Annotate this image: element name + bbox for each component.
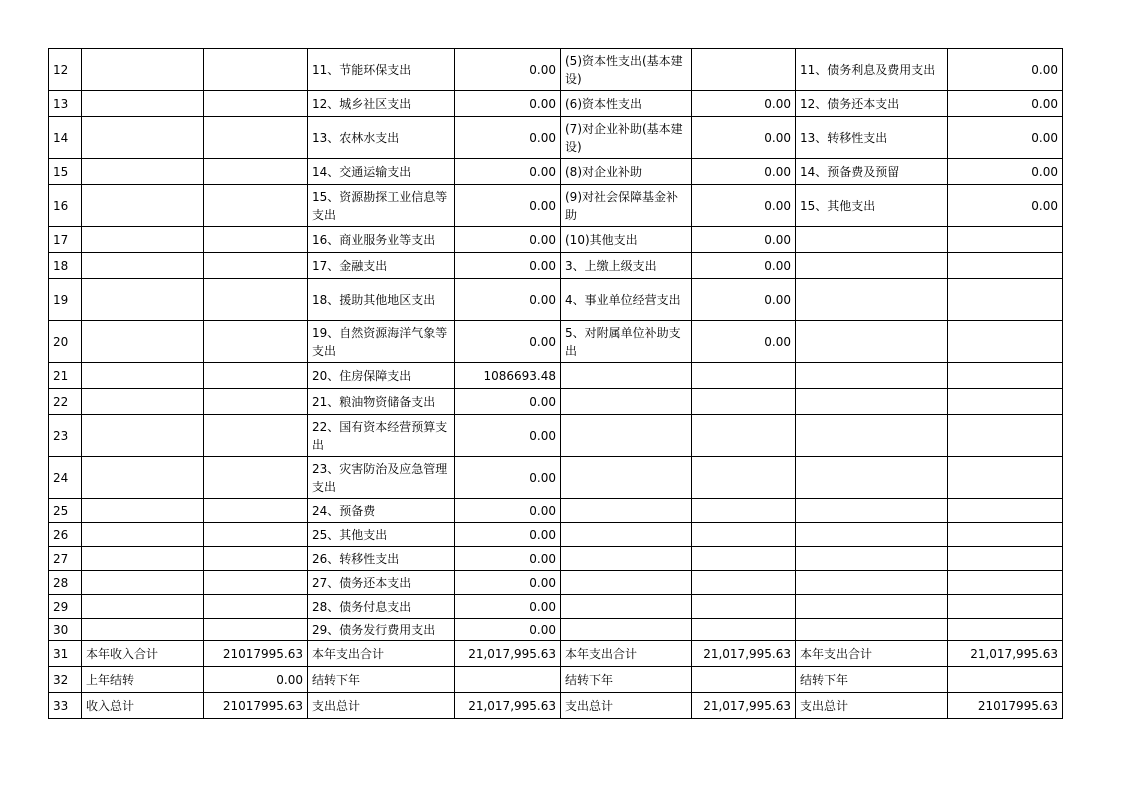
gov-expense-amount <box>948 321 1063 363</box>
func-expense-item: 21、粮油物资储备支出 <box>308 389 455 415</box>
income-item <box>82 363 204 389</box>
func-expense-amount: 0.00 <box>455 595 561 619</box>
func-expense-item: 本年支出合计 <box>308 641 455 667</box>
gov-expense-amount <box>948 619 1063 641</box>
gov-expense-item: 支出总计 <box>796 693 948 719</box>
income-amount <box>204 619 308 641</box>
func-expense-amount: 0.00 <box>455 91 561 117</box>
econ-expense-amount: 0.00 <box>692 227 796 253</box>
econ-expense-amount <box>692 49 796 91</box>
row-index: 29 <box>49 595 82 619</box>
row-index: 30 <box>49 619 82 641</box>
income-amount: 21017995.63 <box>204 693 308 719</box>
row-index: 33 <box>49 693 82 719</box>
table-row <box>49 571 1063 595</box>
econ-expense-item: (9)对社会保障基金补助 <box>561 185 692 227</box>
func-expense-amount: 0.00 <box>455 253 561 279</box>
income-item <box>82 159 204 185</box>
func-expense-amount: 0.00 <box>455 499 561 523</box>
gov-expense-item <box>796 595 948 619</box>
func-expense-amount: 0.00 <box>455 547 561 571</box>
gov-expense-item <box>796 279 948 321</box>
income-amount <box>204 523 308 547</box>
table-row <box>49 321 1063 363</box>
table-row <box>49 619 1063 641</box>
econ-expense-item <box>561 389 692 415</box>
row-index: 14 <box>49 117 82 159</box>
func-expense-item: 23、灾害防治及应急管理支出 <box>308 457 455 499</box>
gov-expense-item <box>796 523 948 547</box>
row-index: 13 <box>49 91 82 117</box>
func-expense-amount: 0.00 <box>455 159 561 185</box>
gov-expense-item <box>796 547 948 571</box>
income-amount <box>204 547 308 571</box>
func-expense-item: 19、自然资源海洋气象等支出 <box>308 321 455 363</box>
econ-expense-item: 本年支出合计 <box>561 641 692 667</box>
func-expense-amount: 0.00 <box>455 49 561 91</box>
econ-expense-item <box>561 363 692 389</box>
table-row <box>49 363 1063 389</box>
income-amount <box>204 91 308 117</box>
econ-expense-item <box>561 619 692 641</box>
row-index: 27 <box>49 547 82 571</box>
income-amount <box>204 389 308 415</box>
gov-expense-item <box>796 619 948 641</box>
table-row <box>49 523 1063 547</box>
gov-expense-amount <box>948 457 1063 499</box>
econ-expense-item: 4、事业单位经营支出 <box>561 279 692 321</box>
gov-expense-amount <box>948 667 1063 693</box>
func-expense-item: 22、国有资本经营预算支出 <box>308 415 455 457</box>
econ-expense-amount <box>692 523 796 547</box>
func-expense-item: 16、商业服务业等支出 <box>308 227 455 253</box>
income-item <box>82 91 204 117</box>
income-item <box>82 227 204 253</box>
row-index: 24 <box>49 457 82 499</box>
income-amount <box>204 117 308 159</box>
func-expense-amount: 21,017,995.63 <box>455 693 561 719</box>
row-index: 31 <box>49 641 82 667</box>
econ-expense-amount <box>692 457 796 499</box>
func-expense-amount: 0.00 <box>455 321 561 363</box>
gov-expense-amount <box>948 571 1063 595</box>
income-item <box>82 457 204 499</box>
func-expense-amount <box>455 667 561 693</box>
gov-expense-amount: 0.00 <box>948 185 1063 227</box>
econ-expense-item: 支出总计 <box>561 693 692 719</box>
econ-expense-amount: 0.00 <box>692 321 796 363</box>
econ-expense-item: 5、对附属单位补助支出 <box>561 321 692 363</box>
func-expense-item: 11、节能环保支出 <box>308 49 455 91</box>
income-amount: 0.00 <box>204 667 308 693</box>
econ-expense-amount: 0.00 <box>692 279 796 321</box>
gov-expense-amount <box>948 499 1063 523</box>
row-index: 32 <box>49 667 82 693</box>
gov-expense-amount: 21017995.63 <box>948 693 1063 719</box>
econ-expense-item: (6)资本性支出 <box>561 91 692 117</box>
econ-expense-item: (8)对企业补助 <box>561 159 692 185</box>
table-row <box>49 185 1063 227</box>
econ-expense-amount: 0.00 <box>692 253 796 279</box>
table-row <box>49 499 1063 523</box>
func-expense-item: 结转下年 <box>308 667 455 693</box>
income-item <box>82 389 204 415</box>
econ-expense-amount <box>692 389 796 415</box>
row-index: 17 <box>49 227 82 253</box>
func-expense-amount: 0.00 <box>455 389 561 415</box>
table-row <box>49 547 1063 571</box>
func-expense-amount: 0.00 <box>455 523 561 547</box>
gov-expense-item <box>796 499 948 523</box>
income-amount <box>204 363 308 389</box>
econ-expense-amount: 21,017,995.63 <box>692 693 796 719</box>
row-index: 26 <box>49 523 82 547</box>
income-amount <box>204 49 308 91</box>
income-amount <box>204 279 308 321</box>
func-expense-amount: 0.00 <box>455 415 561 457</box>
table-row <box>49 279 1063 321</box>
econ-expense-item <box>561 415 692 457</box>
func-expense-amount: 0.00 <box>455 117 561 159</box>
gov-expense-item: 15、其他支出 <box>796 185 948 227</box>
income-amount <box>204 159 308 185</box>
econ-expense-item <box>561 523 692 547</box>
income-item <box>82 619 204 641</box>
gov-expense-item: 11、债务利息及费用支出 <box>796 49 948 91</box>
func-expense-item: 17、金融支出 <box>308 253 455 279</box>
budget-table <box>48 48 1063 719</box>
income-item <box>82 571 204 595</box>
row-index: 16 <box>49 185 82 227</box>
econ-expense-item: 3、上缴上级支出 <box>561 253 692 279</box>
econ-expense-item <box>561 595 692 619</box>
gov-expense-amount <box>948 595 1063 619</box>
econ-expense-item <box>561 457 692 499</box>
func-expense-amount: 0.00 <box>455 571 561 595</box>
income-item <box>82 499 204 523</box>
gov-expense-amount <box>948 227 1063 253</box>
table-row <box>49 389 1063 415</box>
econ-expense-amount: 0.00 <box>692 117 796 159</box>
func-expense-amount: 0.00 <box>455 457 561 499</box>
func-expense-item: 27、债务还本支出 <box>308 571 455 595</box>
econ-expense-amount <box>692 619 796 641</box>
func-expense-item: 15、资源勘探工业信息等支出 <box>308 185 455 227</box>
gov-expense-amount <box>948 253 1063 279</box>
row-index: 22 <box>49 389 82 415</box>
econ-expense-amount <box>692 667 796 693</box>
income-amount <box>204 227 308 253</box>
econ-expense-amount <box>692 547 796 571</box>
econ-expense-item <box>561 499 692 523</box>
table-row <box>49 253 1063 279</box>
func-expense-item: 14、交通运输支出 <box>308 159 455 185</box>
func-expense-amount: 1086693.48 <box>455 363 561 389</box>
income-amount <box>204 595 308 619</box>
gov-expense-item: 13、转移性支出 <box>796 117 948 159</box>
gov-expense-item: 14、预备费及预留 <box>796 159 948 185</box>
econ-expense-item: (5)资本性支出(基本建设) <box>561 49 692 91</box>
econ-expense-amount: 0.00 <box>692 185 796 227</box>
income-item <box>82 523 204 547</box>
func-expense-item: 28、债务付息支出 <box>308 595 455 619</box>
income-item <box>82 415 204 457</box>
row-index: 12 <box>49 49 82 91</box>
table-row <box>49 457 1063 499</box>
func-expense-amount: 0.00 <box>455 619 561 641</box>
func-expense-item: 18、援助其他地区支出 <box>308 279 455 321</box>
econ-expense-amount <box>692 415 796 457</box>
table-row <box>49 49 1063 91</box>
gov-expense-item <box>796 321 948 363</box>
gov-expense-item <box>796 363 948 389</box>
table-row <box>49 667 1063 693</box>
income-item <box>82 117 204 159</box>
gov-expense-item: 结转下年 <box>796 667 948 693</box>
func-expense-item: 13、农林水支出 <box>308 117 455 159</box>
func-expense-item: 25、其他支出 <box>308 523 455 547</box>
gov-expense-item <box>796 457 948 499</box>
row-index: 18 <box>49 253 82 279</box>
gov-expense-amount <box>948 279 1063 321</box>
func-expense-item: 29、债务发行费用支出 <box>308 619 455 641</box>
gov-expense-item: 本年支出合计 <box>796 641 948 667</box>
table-row <box>49 595 1063 619</box>
income-item <box>82 547 204 571</box>
func-expense-amount: 0.00 <box>455 279 561 321</box>
table-row <box>49 641 1063 667</box>
func-expense-item: 24、预备费 <box>308 499 455 523</box>
econ-expense-item <box>561 547 692 571</box>
table-row <box>49 159 1063 185</box>
income-amount: 21017995.63 <box>204 641 308 667</box>
table-row <box>49 227 1063 253</box>
income-item <box>82 279 204 321</box>
income-amount <box>204 253 308 279</box>
income-amount <box>204 499 308 523</box>
income-amount <box>204 457 308 499</box>
row-index: 21 <box>49 363 82 389</box>
income-amount <box>204 571 308 595</box>
row-index: 15 <box>49 159 82 185</box>
econ-expense-amount <box>692 363 796 389</box>
gov-expense-item: 12、债务还本支出 <box>796 91 948 117</box>
econ-expense-amount <box>692 595 796 619</box>
gov-expense-amount: 0.00 <box>948 159 1063 185</box>
func-expense-item: 支出总计 <box>308 693 455 719</box>
table-row <box>49 415 1063 457</box>
econ-expense-amount <box>692 499 796 523</box>
income-amount <box>204 415 308 457</box>
table-row <box>49 91 1063 117</box>
func-expense-amount: 0.00 <box>455 185 561 227</box>
income-amount <box>204 185 308 227</box>
func-expense-item: 12、城乡社区支出 <box>308 91 455 117</box>
gov-expense-amount: 0.00 <box>948 49 1063 91</box>
gov-expense-amount <box>948 363 1063 389</box>
gov-expense-amount: 21,017,995.63 <box>948 641 1063 667</box>
row-index: 20 <box>49 321 82 363</box>
income-item: 收入总计 <box>82 693 204 719</box>
gov-expense-amount <box>948 547 1063 571</box>
econ-expense-item: (7)对企业补助(基本建设) <box>561 117 692 159</box>
gov-expense-item <box>796 253 948 279</box>
gov-expense-item <box>796 389 948 415</box>
income-amount <box>204 321 308 363</box>
gov-expense-item <box>796 415 948 457</box>
gov-expense-amount: 0.00 <box>948 117 1063 159</box>
gov-expense-amount <box>948 523 1063 547</box>
row-index: 23 <box>49 415 82 457</box>
gov-expense-amount <box>948 415 1063 457</box>
income-item <box>82 253 204 279</box>
func-expense-item: 26、转移性支出 <box>308 547 455 571</box>
income-item <box>82 49 204 91</box>
econ-expense-item: (10)其他支出 <box>561 227 692 253</box>
gov-expense-amount: 0.00 <box>948 91 1063 117</box>
econ-expense-amount: 0.00 <box>692 91 796 117</box>
econ-expense-item: 结转下年 <box>561 667 692 693</box>
econ-expense-amount: 21,017,995.63 <box>692 641 796 667</box>
gov-expense-item <box>796 571 948 595</box>
table-row <box>49 693 1063 719</box>
row-index: 25 <box>49 499 82 523</box>
econ-expense-amount <box>692 571 796 595</box>
func-expense-amount: 21,017,995.63 <box>455 641 561 667</box>
econ-expense-item <box>561 571 692 595</box>
gov-expense-item <box>796 227 948 253</box>
income-item: 上年结转 <box>82 667 204 693</box>
func-expense-amount: 0.00 <box>455 227 561 253</box>
income-item <box>82 185 204 227</box>
func-expense-item: 20、住房保障支出 <box>308 363 455 389</box>
income-item <box>82 595 204 619</box>
row-index: 19 <box>49 279 82 321</box>
income-item: 本年收入合计 <box>82 641 204 667</box>
gov-expense-amount <box>948 389 1063 415</box>
table-row <box>49 117 1063 159</box>
econ-expense-amount: 0.00 <box>692 159 796 185</box>
income-item <box>82 321 204 363</box>
row-index: 28 <box>49 571 82 595</box>
